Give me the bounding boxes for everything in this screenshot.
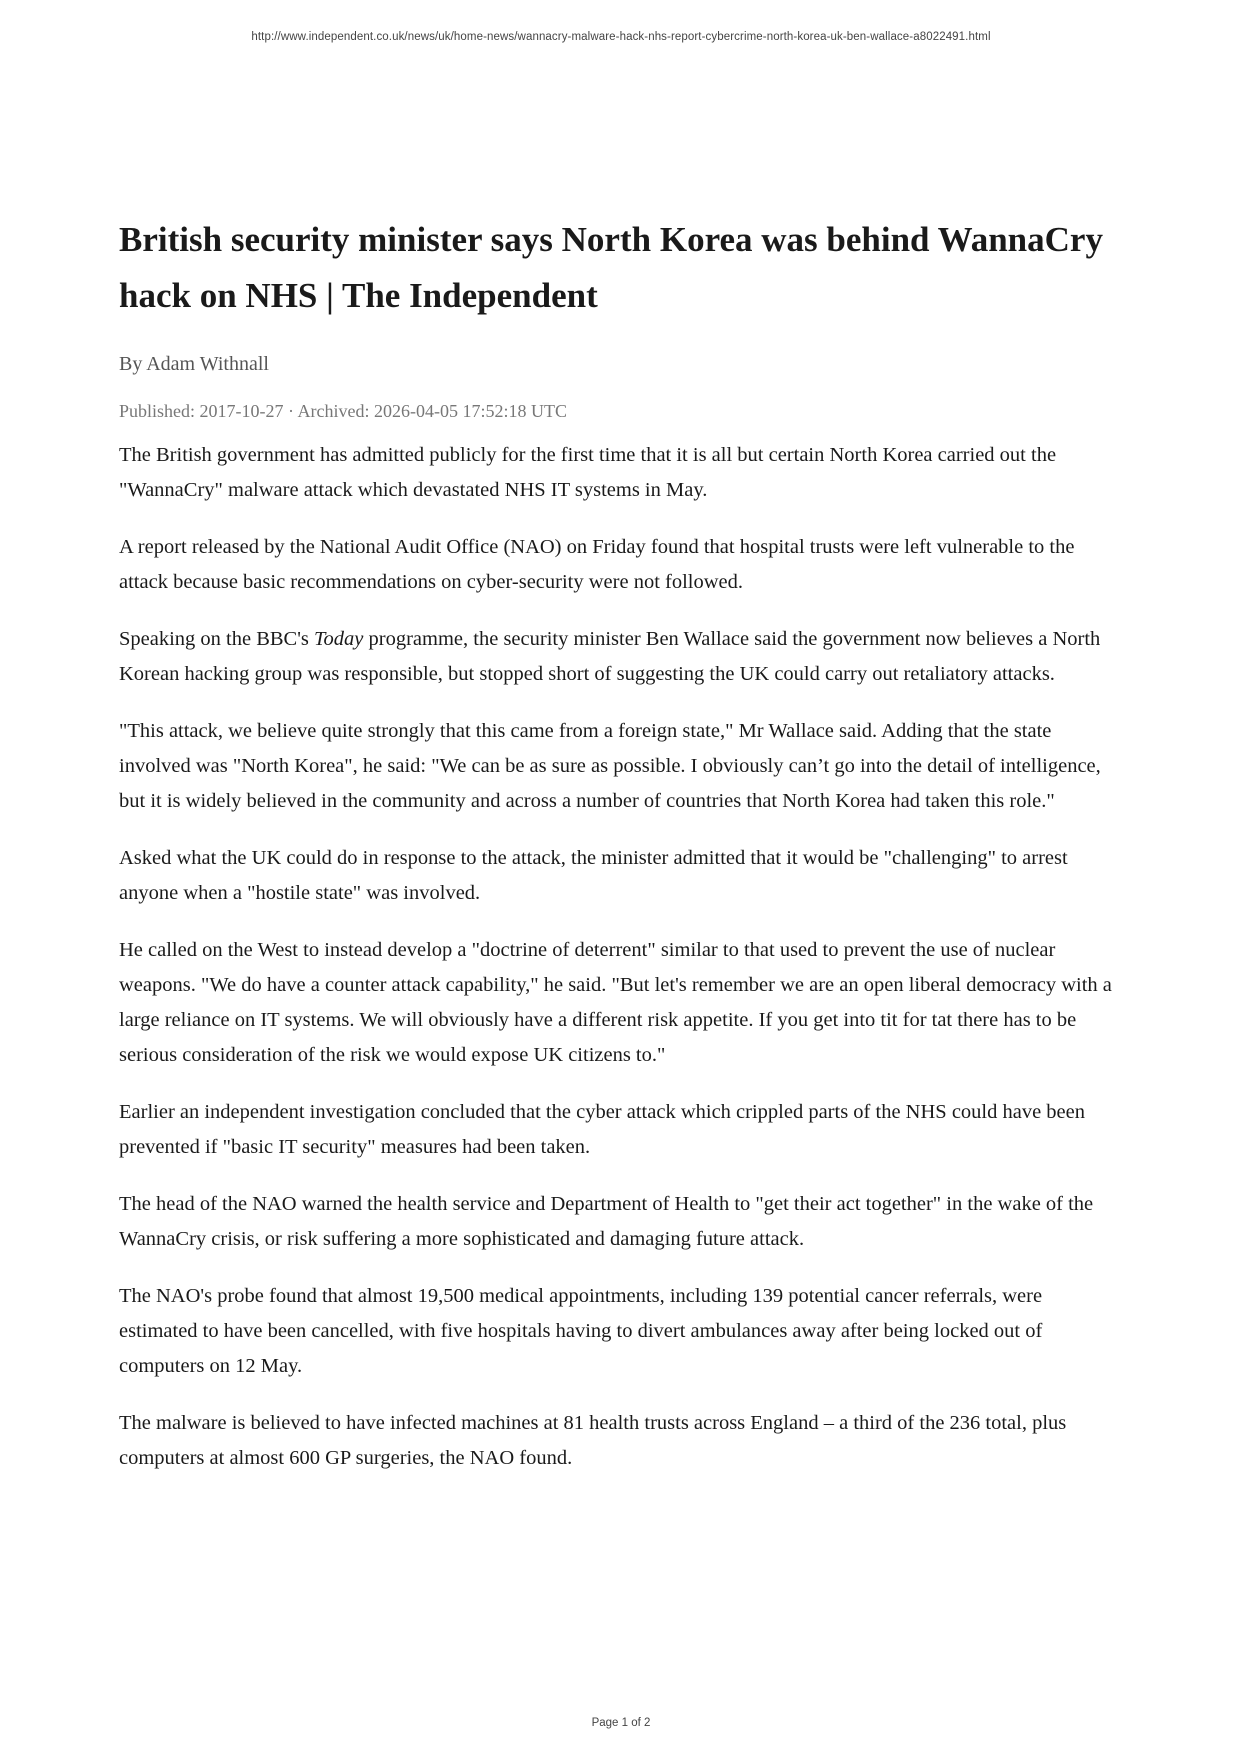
article-meta (119, 398, 1125, 424)
article-paragraph: He called on the West to instead develop a "doctrine of deterrent" similar to that used to prevent the use of nuclear weapons. "We do have a counter attack capability," he said. "But let's remember we are an open liberal democracy with a large reliance on IT systems. We will obviously have a different risk appetite. If you get into tit for tat there has to be serious consideration of the risk we would expose UK citizens to." (119, 939, 1112, 1066)
programme-name: Today (314, 628, 364, 650)
article-paragraph: Asked what the UK could do in response to the attack, the minister admitted that it would be "challenging" to arrest anyone when a "hostile state" was involved. (119, 847, 1068, 904)
archived-date: Archived: 2026-04-05 17:52:18 UTC (297, 401, 567, 421)
article-byline: By Adam Withnall (119, 353, 269, 375)
article-paragraph: A report released by the National Audit Office (NAO) on Friday found that hospital trusts were left vulnerable to the attack because basic recommendations on cyber-security were not followed. (119, 536, 1075, 593)
article-content (119, 212, 1125, 1498)
article-paragraph: The NAO's probe found that almost 19,500 medical appointments, including 139 potential cancer referrals, were estimated to have been cancelled, with five hospitals having to divert ambulances away after being locked out of computers on 12 May. (119, 1285, 1043, 1377)
article-body (119, 438, 1125, 1476)
paragraph-text: Speaking on the BBC's (119, 628, 315, 650)
page-url-header: http://www.independent.co.uk/news/uk/home-news/wannacry-malware-hack-nhs-report-cybercrime-north-korea-uk-ben-wallace-a8022491.html (251, 31, 991, 43)
article-paragraph (119, 622, 1125, 692)
article-title: British security minister says North Korea was behind WannaCry hack on NHS | The Independent (119, 220, 1103, 315)
article-paragraph: The head of the NAO warned the health service and Department of Health to "get their act together" in the wake of the WannaCry crisis, or risk suffering a more sophisticated and damaging future attack. (119, 1193, 1094, 1250)
article-paragraph: "This attack, we believe quite strongly that this came from a foreign state," Mr Wallace said. Adding that the state involved was "North Korea", he said: "We can be as sure as possible. I obviously can’t go into the detail of intelligence, but it is widely believed in the community and across a number of countries that North Korea had taken this role." (119, 720, 1101, 812)
page-number-footer: Page 1 of 2 (591, 1717, 651, 1729)
paragraph-text: programme, the security minister Ben Wallace said the government now believes a North Korean hacking group was responsible, but stopped short of suggesting the UK could carry out retaliatory attacks. (119, 628, 1101, 685)
article-paragraph: Earlier an independent investigation concluded that the cyber attack which crippled parts of the NHS could have been prevented if "basic IT security" measures had been taken. (119, 1101, 1086, 1158)
published-date: Published: 2017-10-27 (119, 401, 284, 421)
article-paragraph: The malware is believed to have infected machines at 81 health trusts across England – a third of the 236 total, plus computers at almost 600 GP surgeries, the NAO found. (119, 1412, 1067, 1469)
meta-separator: · (283, 401, 298, 421)
article-paragraph: The British government has admitted publicly for the first time that it is all but certain North Korea carried out the "WannaCry" malware attack which devastated NHS IT systems in May. (119, 444, 1057, 501)
